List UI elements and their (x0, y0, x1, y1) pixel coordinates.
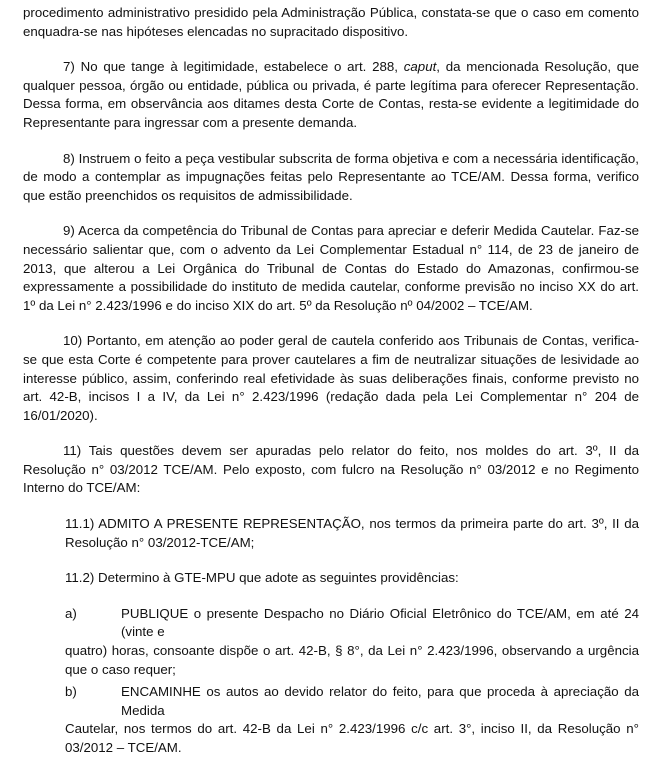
paragraph-7-start: 7) No que tange à legitimidade, estabelece o art. 288, (63, 59, 404, 75)
paragraph-intro: procedimento administrativo presidido pela Administração Pública, constata-se que o caso em comento enquadra-se nas hipóteses elencadas no supracitado dispositivo. (23, 5, 639, 39)
paragraph-8: 8) Instruem o feito a peça vestibular subscrita de forma objetiva e com a necessária identificação, de modo a contemplar as impugnações feitas pelo Representante ao TCE/AM. Dessa forma, verifico que estão preenchidos os requisitos de admissibilidade. (23, 150, 639, 203)
list-item-b (65, 683, 639, 757)
list-item-a (65, 605, 639, 679)
list-item-letter: a) (65, 605, 77, 621)
paragraph-7-end: , da mencionada Resolução, que qualquer pessoa, órgão ou entidade, pública ou privada, é parte legítima para oferecer Representação. Dessa forma, em observância aos ditames desta Corte de Contas, resta-se evidente a legitimidade do Representante para ingressar com a presente demanda. (23, 59, 639, 130)
paragraph-11-2: 11.2) Determino à GTE-MPU que adote as seguintes providências: (65, 570, 459, 586)
paragraph-10: 10) Portanto, em atenção ao poder geral de cautela conferido aos Tribunais de Contas, verifica-se que esta Corte é competente para prover cautelares a fim de neutralizar situações de lesividade ao interesse público, assim, conferindo real efetividade às suas deliberações finais, conforme previsto no art. 42-B, incisos I a IV, da Lei n° 2.423/1996 (redação dada pela Lei Complementar n° 204 de 16/01/2020). (23, 333, 639, 423)
document-body (23, 4, 639, 758)
paragraph-11-1: 11.1) ADMITO A PRESENTE REPRESENTAÇÃO, nos termos da primeira parte do art. 3º, II da Resolução n° 03/2012-TCE/AM; (65, 516, 639, 550)
list-item-text-rest: quatro) horas, consoante dispõe o art. 42-B, § 8°, da Lei n° 2.423/1996, observando a urgência que o caso requer; (65, 643, 639, 677)
list-item-text-first: PUBLIQUE o presente Despacho no Diário Oficial Eletrônico do TCE/AM, em até 24 (vinte e (121, 605, 639, 640)
paragraph-11: 11) Tais questões devem ser apuradas pelo relator do feito, nos moldes do art. 3º, II da Resolução n° 03/2012 TCE/AM. Pelo exposto, com fulcro na Resolução n° 03/2012 e no Regimento Interno do TCE/AM: (23, 443, 639, 496)
paragraph-9: 9) Acerca da competência do Tribunal de Contas para apreciar e deferir Medida Cautelar. Faz-se necessário salientar que, com o advento da Lei Complementar Estadual n° 114, de 23 de janeiro de 2013, que alterou a Lei Orgânica do Tribunal de Contas do Estado do Amazonas, confirmou-se expressamente a possibilidade do instituto de medida cautelar, conforme previsão no inciso XX do art. 1º da Lei n° 2.423/1996 e do inciso XIX do art. 5º da Resolução nº 04/2002 – TCE/AM. (23, 223, 639, 313)
paragraph-7 (23, 58, 639, 132)
list-item-text-first: ENCAMINHE os autos ao devido relator do feito, para que proceda à apreciação da Medida (121, 684, 639, 718)
paragraph-7-caput: caput (403, 59, 437, 75)
list-item-text-rest: Cautelar, nos termos do art. 42-B da Lei n° 2.423/1996 c/c art. 3°, inciso II, da Resolução n° 03/2012 – TCE/AM. (65, 721, 639, 755)
list-item-letter: b) (65, 684, 77, 700)
